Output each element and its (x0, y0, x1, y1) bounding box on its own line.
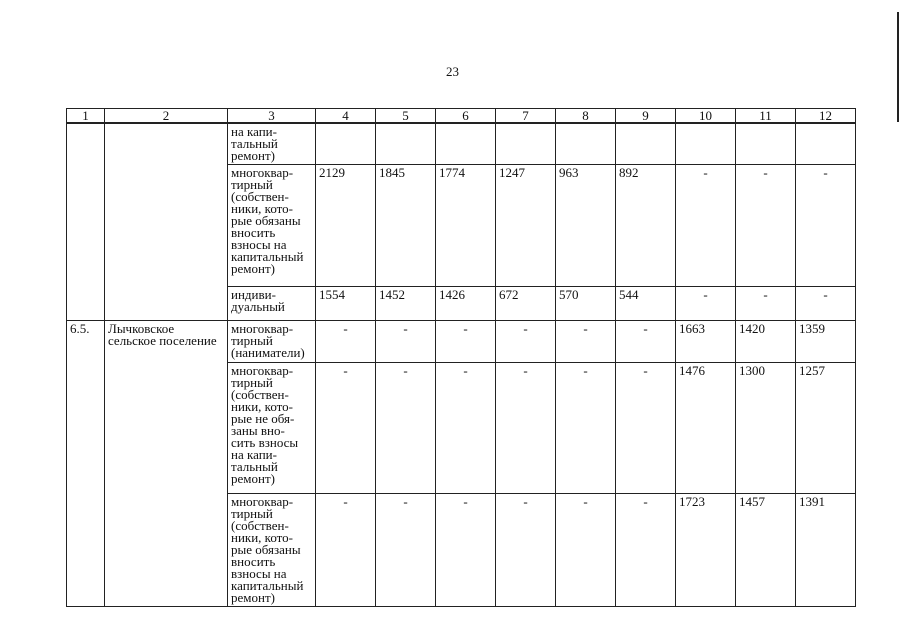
settlement-cell: Лычковское сельское поселение (105, 321, 228, 607)
scan-edge-line (897, 12, 899, 122)
value-cell: - (436, 321, 496, 363)
value-cell (796, 123, 856, 165)
value-cell: 892 (616, 165, 676, 287)
col-header: 4 (316, 109, 376, 124)
housing-type-cell: многоквар- тирный (наниматели) (228, 321, 316, 363)
col-header: 2 (105, 109, 228, 124)
value-cell (676, 123, 736, 165)
value-cell: - (736, 287, 796, 321)
value-cell: - (376, 494, 436, 607)
housing-type-cell: многоквар- тирный (собствен- ники, кото- рые обязаны вносить взносы на капитальный ремонт) (228, 494, 316, 607)
value-cell: - (316, 494, 376, 607)
housing-type-cell: индиви- дуальный (228, 287, 316, 321)
value-cell (436, 123, 496, 165)
value-cell: - (376, 363, 436, 494)
col-header: 1 (67, 109, 105, 124)
col-header: 12 (796, 109, 856, 124)
value-cell: 1391 (796, 494, 856, 607)
value-cell: - (676, 287, 736, 321)
value-cell: 1257 (796, 363, 856, 494)
row-number-cell: 6.5. (67, 321, 105, 607)
value-cell: 1457 (736, 494, 796, 607)
table-row (67, 123, 856, 165)
value-cell: 1426 (436, 287, 496, 321)
value-cell: - (796, 287, 856, 321)
value-cell (496, 123, 556, 165)
value-cell: 1476 (676, 363, 736, 494)
value-cell: 1723 (676, 494, 736, 607)
value-cell: 963 (556, 165, 616, 287)
value-cell: - (736, 165, 796, 287)
value-cell: - (616, 363, 676, 494)
value-cell: 1663 (676, 321, 736, 363)
value-cell: - (616, 321, 676, 363)
value-cell: - (556, 363, 616, 494)
col-header: 3 (228, 109, 316, 124)
value-cell (556, 123, 616, 165)
value-cell (736, 123, 796, 165)
col-header: 11 (736, 109, 796, 124)
housing-type-cell: многоквар- тирный (собствен- ники, кото- рые не обя- заны вно- сить взносы на капи- тальный ремонт) (228, 363, 316, 494)
page-number: 23 (446, 64, 459, 79)
value-cell (316, 123, 376, 165)
value-cell: 1247 (496, 165, 556, 287)
value-cell: - (496, 494, 556, 607)
value-cell: 1452 (376, 287, 436, 321)
table-row (67, 321, 856, 363)
value-cell: 1554 (316, 287, 376, 321)
settlement-cell (105, 123, 228, 321)
value-cell: 1774 (436, 165, 496, 287)
value-cell: 544 (616, 287, 676, 321)
value-cell: - (796, 165, 856, 287)
col-header: 9 (616, 109, 676, 124)
value-cell: - (496, 321, 556, 363)
row-number-cell (67, 123, 105, 321)
col-header: 7 (496, 109, 556, 124)
value-cell: - (376, 321, 436, 363)
value-cell: 1359 (796, 321, 856, 363)
value-cell: - (316, 363, 376, 494)
value-cell: 2129 (316, 165, 376, 287)
col-header: 6 (436, 109, 496, 124)
value-cell: - (316, 321, 376, 363)
col-header: 5 (376, 109, 436, 124)
col-header: 10 (676, 109, 736, 124)
value-cell: - (436, 494, 496, 607)
value-cell (376, 123, 436, 165)
value-cell: - (676, 165, 736, 287)
value-cell: - (616, 494, 676, 607)
value-cell: 570 (556, 287, 616, 321)
value-cell: 1845 (376, 165, 436, 287)
housing-type-cell: на капи- тальный ремонт) (228, 123, 316, 165)
value-cell: - (556, 321, 616, 363)
value-cell: - (436, 363, 496, 494)
value-cell: - (556, 494, 616, 607)
col-header: 8 (556, 109, 616, 124)
housing-type-cell: многоквар- тирный (собствен- ники, кото- рые обязаны вносить взносы на капитальный ремонт) (228, 165, 316, 287)
value-cell: 1420 (736, 321, 796, 363)
value-cell (616, 123, 676, 165)
value-cell: 672 (496, 287, 556, 321)
tariff-table (66, 108, 856, 607)
header-row (67, 109, 856, 124)
value-cell: 1300 (736, 363, 796, 494)
value-cell: - (496, 363, 556, 494)
